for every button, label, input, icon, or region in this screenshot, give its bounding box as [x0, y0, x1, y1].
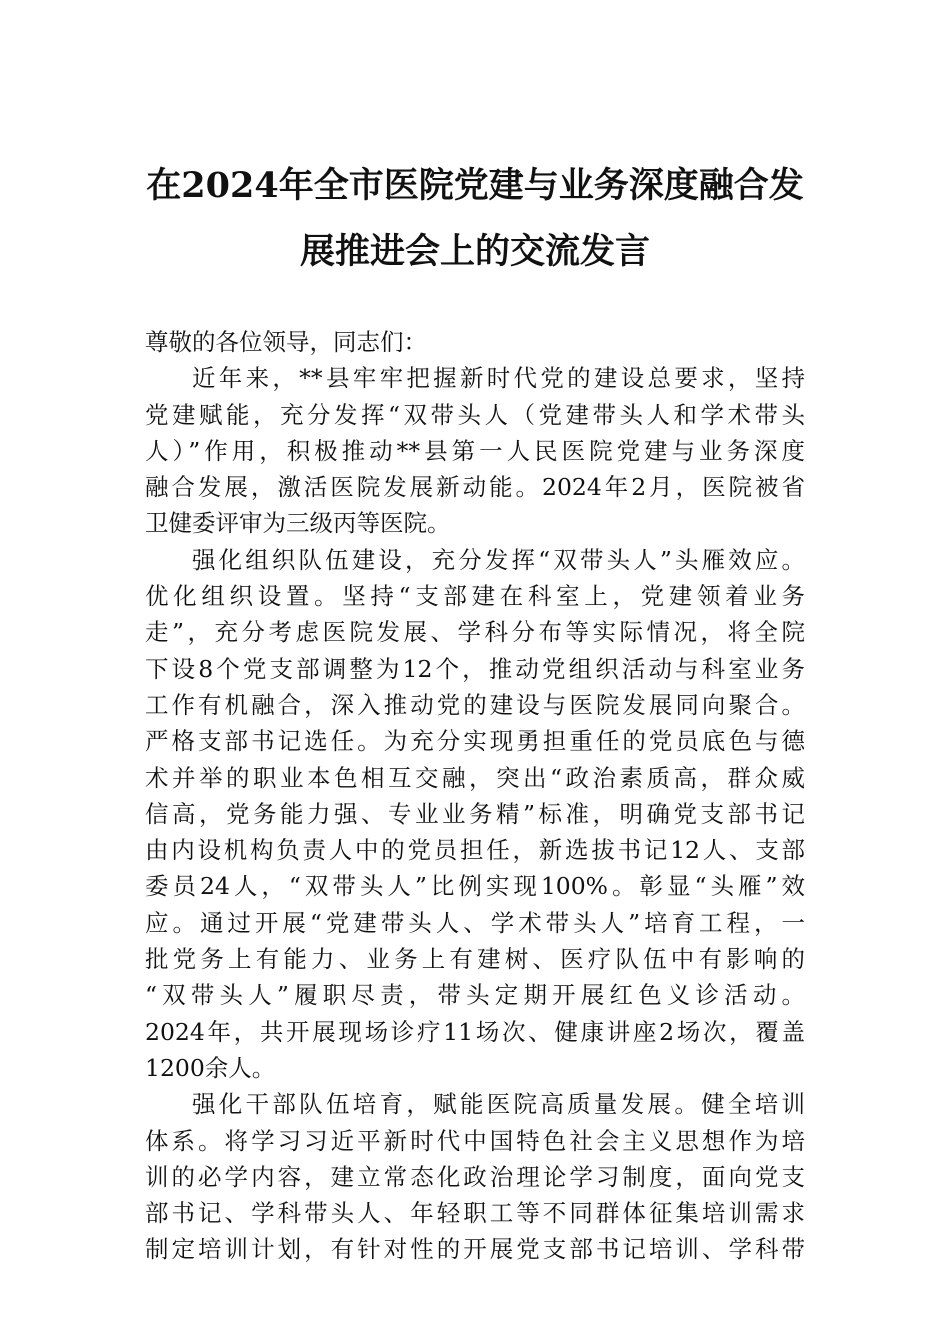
body-line: 术并举的职业本色相互交融，突出“政治素质高，群众威 — [145, 763, 805, 792]
body-line: 融合发展，激活医院发展新动能。2024年2月，医院被省 — [145, 473, 805, 502]
body-line: 批党务上有能力、业务上有建树、医疗队伍中有影响的 — [145, 945, 805, 974]
document-title-line-1: 在2024年全市医院党建与业务深度融合发 — [146, 165, 804, 206]
body-line: 信高，党务能力强、专业业务精”标准，明确党支部书记 — [145, 799, 805, 828]
document-title-line-2: 展推进会上的交流发言 — [299, 231, 650, 272]
body-line: 工作有机融合，深入推动党的建设与医院发展同向聚合。 — [145, 690, 805, 719]
body-line: 强化干部队伍培育，赋能医院高质量发展。健全培训 — [192, 1090, 805, 1119]
body-line: 党建赋能，充分发挥“双带头人（党建带头人和学术带头 — [145, 400, 805, 429]
body-line: 部书记、学科带头人、年轻职工等不同群体征集培训需求 — [145, 1199, 805, 1228]
body-line: 体系。将学习习近平新时代中国特色社会主义思想作为培 — [145, 1126, 805, 1155]
body-line: 应。通过开展“党建带头人、学术带头人”培育工程，一 — [145, 908, 805, 937]
body-line: 由内设机构负责人中的党员担任，新选拔书记12人、支部 — [145, 836, 805, 865]
body-line: 1200余人。 — [145, 1053, 276, 1082]
body-line: 强化组织队伍建设，充分发挥“双带头人”头雁效应。 — [192, 545, 805, 574]
body-line: 委员24人，“双带头人”比例实现100%。彰显“头雁”效 — [145, 872, 805, 901]
body-line: “双带头人”履职尽责，带头定期开展红色义诊活动。 — [145, 981, 805, 1010]
body-line: 2024年，共开展现场诊疗11场次、健康讲座2场次，覆盖 — [145, 1017, 805, 1046]
body-line: 人）”作用，积极推动**县第一人民医院党建与业务深度 — [145, 436, 805, 465]
body-line: 下设8个党支部调整为12个，推动党组织活动与科室业务 — [145, 654, 805, 683]
body-line: 卫健委评审为三级丙等医院。 — [145, 509, 451, 538]
body-line: 严格支部书记选任。为充分实现勇担重任的党员底色与德 — [145, 727, 805, 756]
body-line: 制定培训计划，有针对性的开展党支部书记培训、学科带 — [145, 1235, 805, 1264]
body-line: 优化组织设置。坚持“支部建在科室上，党建领着业务 — [145, 582, 805, 611]
body-line: 走”，充分考虑医院发展、学科分布等实际情况，将全院 — [145, 618, 805, 647]
body-line: 训的必学内容，建立常态化政治理论学习制度，面向党支 — [145, 1162, 805, 1191]
document-body — [145, 324, 805, 1268]
body-line: 尊敬的各位领导，同志们： — [145, 328, 427, 356]
body-line: 近年来，**县牢牢把握新时代党的建设总要求，坚持 — [192, 364, 805, 393]
